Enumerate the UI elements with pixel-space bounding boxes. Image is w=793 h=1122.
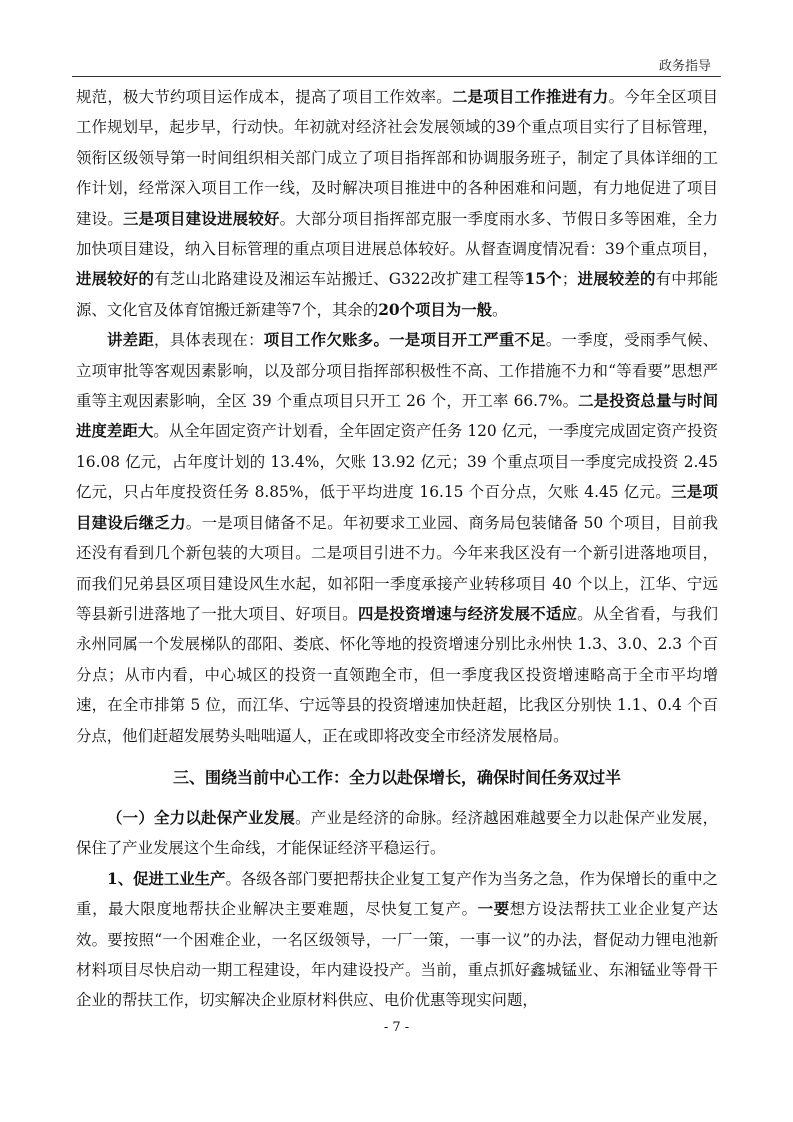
bold-text-run: 四是投资增速与经济发展不适应 — [357, 604, 578, 623]
bold-text-run: 讲差距 — [107, 331, 155, 350]
section-heading: 三、围绕当前中心工作：全力以赴保增长，确保时间任务双过半 — [172, 767, 621, 787]
bold-text-run: 三是项目建设后继乏力 — [76, 483, 718, 532]
paragraph — [76, 325, 718, 751]
bold-text-run: 二是投资总量与时间进度差距大 — [76, 392, 718, 441]
bold-text-run: 一要 — [477, 900, 510, 919]
text-run: 。今年全区项目工作规划早，起步早，行动快。年初就对经济社会发展领域的39个重点项目实行了目标管理，领衔区级领导第一时间组织相关部门成立了项目指挥部和协调服务班子，制定了具体详细的工作计划，经常深入项目工作一线，及时解决项目推进中的各种困难和问题，有力地促进了项目建设。 — [76, 88, 718, 228]
bold-text-run: 二是项目工作推进有力 — [451, 88, 609, 106]
header-section-label: 政务指导 — [658, 59, 711, 74]
paragraph — [76, 82, 718, 325]
bold-text-run: 进展较差的 — [577, 270, 656, 289]
bold-text-run: 15个 — [524, 270, 562, 289]
text-run: 。从全省看，与我们永州同属一个发展梯队的邵阳、娄底、怀化等地的投资增速分别比永州快 1.3、3.0、2.3 个百分点；从市内看，中心城区的投资一直领跑全市，但一季度我区投资增速略高于全市平均增速，在全市排第 5 位，而江华、宁远等县的投资增速加快赶超，比我区分别快 1.1、0.4 个百分点，他们赶超发展势头咄咄逼人，正在或即将改变全市经济发展格局。 — [76, 604, 718, 745]
text-run: 。从全年固定资产计划看，全年固定资产任务 120 亿元，一季度完成固定资产投资 16.08 亿元，占年度计划的 13.4%，欠账 13.92 亿元；39 个重点项目一季度完成投资 2.45 亿元，只占年度投资任务 8.85%，低于平均进度 16.15 个百分点，欠账 4.45 亿元。 — [76, 422, 718, 502]
text-run: ，具体表现在： — [154, 331, 264, 350]
text-run: 。 — [491, 300, 508, 319]
bold-text-run: 三是项目建设进展较好 — [123, 209, 280, 228]
text-run: 。大部分项目指挥部克服一季度雨水多、节假日多等困难，全力加快项目建设，纳入目标管理的重点项目进展总体较好。从督查调度情况看：39个重点项目， — [76, 209, 718, 259]
text-run: 。产业是经济的命脉。经济越困难越要全力以赴保产业发展，保住了产业发展这个生命线，才能保证经济平稳运行。 — [76, 808, 718, 858]
bold-text-run: 20个项目为一般 — [378, 300, 492, 319]
document-body — [76, 82, 718, 1016]
bold-text-run: （一）全力以赴保产业发展 — [107, 808, 296, 827]
text-run: 想方设法帮扶工业企业复产达效。要按照“一个困难企业，一名区级领导，一厂一策，一事一议”的办法，督促动力锂电池新材料项目尽快启动一期工程建设，年内建设投产。当前，重点抓好鑫城锰业、东湘锰业等骨干企业的帮扶工作，切实解决企业原材料供应、电价优惠等现实问题， — [76, 900, 718, 1010]
text-run: 。一季度，受雨季气候、立项审批等客观因素影响，以及部分项目指挥部积极性不高、工作措施不力和“等看要”思想严重等主观因素影响，全区 39 个重点项目只开工 26 个，开工率 66.7%。 — [76, 331, 718, 411]
page-number: - 7 - — [383, 1020, 410, 1035]
text-run: 有中邦能源、文化官及体育馆搬迁新建等7个，其余的 — [76, 270, 718, 319]
text-run: 。各级各部门要把帮扶企业复工复产作为当务之急，作为保增长的重中之重，最大限度地帮扶企业解决主要难题，尽快复工复产。 — [76, 869, 718, 919]
bold-text-run: 项目工作欠账多。一是项目开工严重不足 — [263, 331, 546, 350]
bold-text-run: 1、促进工业生产 — [107, 869, 226, 888]
bold-text-run: 进展较好的 — [76, 270, 155, 289]
header-rule — [72, 76, 721, 77]
text-run: 。一是项目储备不足。年初要求工业园、商务局包装储备 50 个项目，目前我还没有看到几个新包装的大项目。二是项目引进不力。今年来我区没有一个新引进落地项目，而我们兄弟县区项目建设风生水起，如祁阳一季度承接产业转移项目 40 个以上，江华、宁远等县新引进落地了一批大项目、好项目。 — [76, 513, 718, 623]
text-run: 规范，极大节约项目运作成本，提高了项目工作效率。 — [76, 88, 452, 106]
text-run: ； — [561, 270, 578, 289]
paragraph — [76, 864, 718, 1016]
text-run: 有芝山北路建设及湘运车站搬迁、G322改扩建工程等 — [154, 270, 525, 289]
paragraph — [76, 803, 718, 864]
